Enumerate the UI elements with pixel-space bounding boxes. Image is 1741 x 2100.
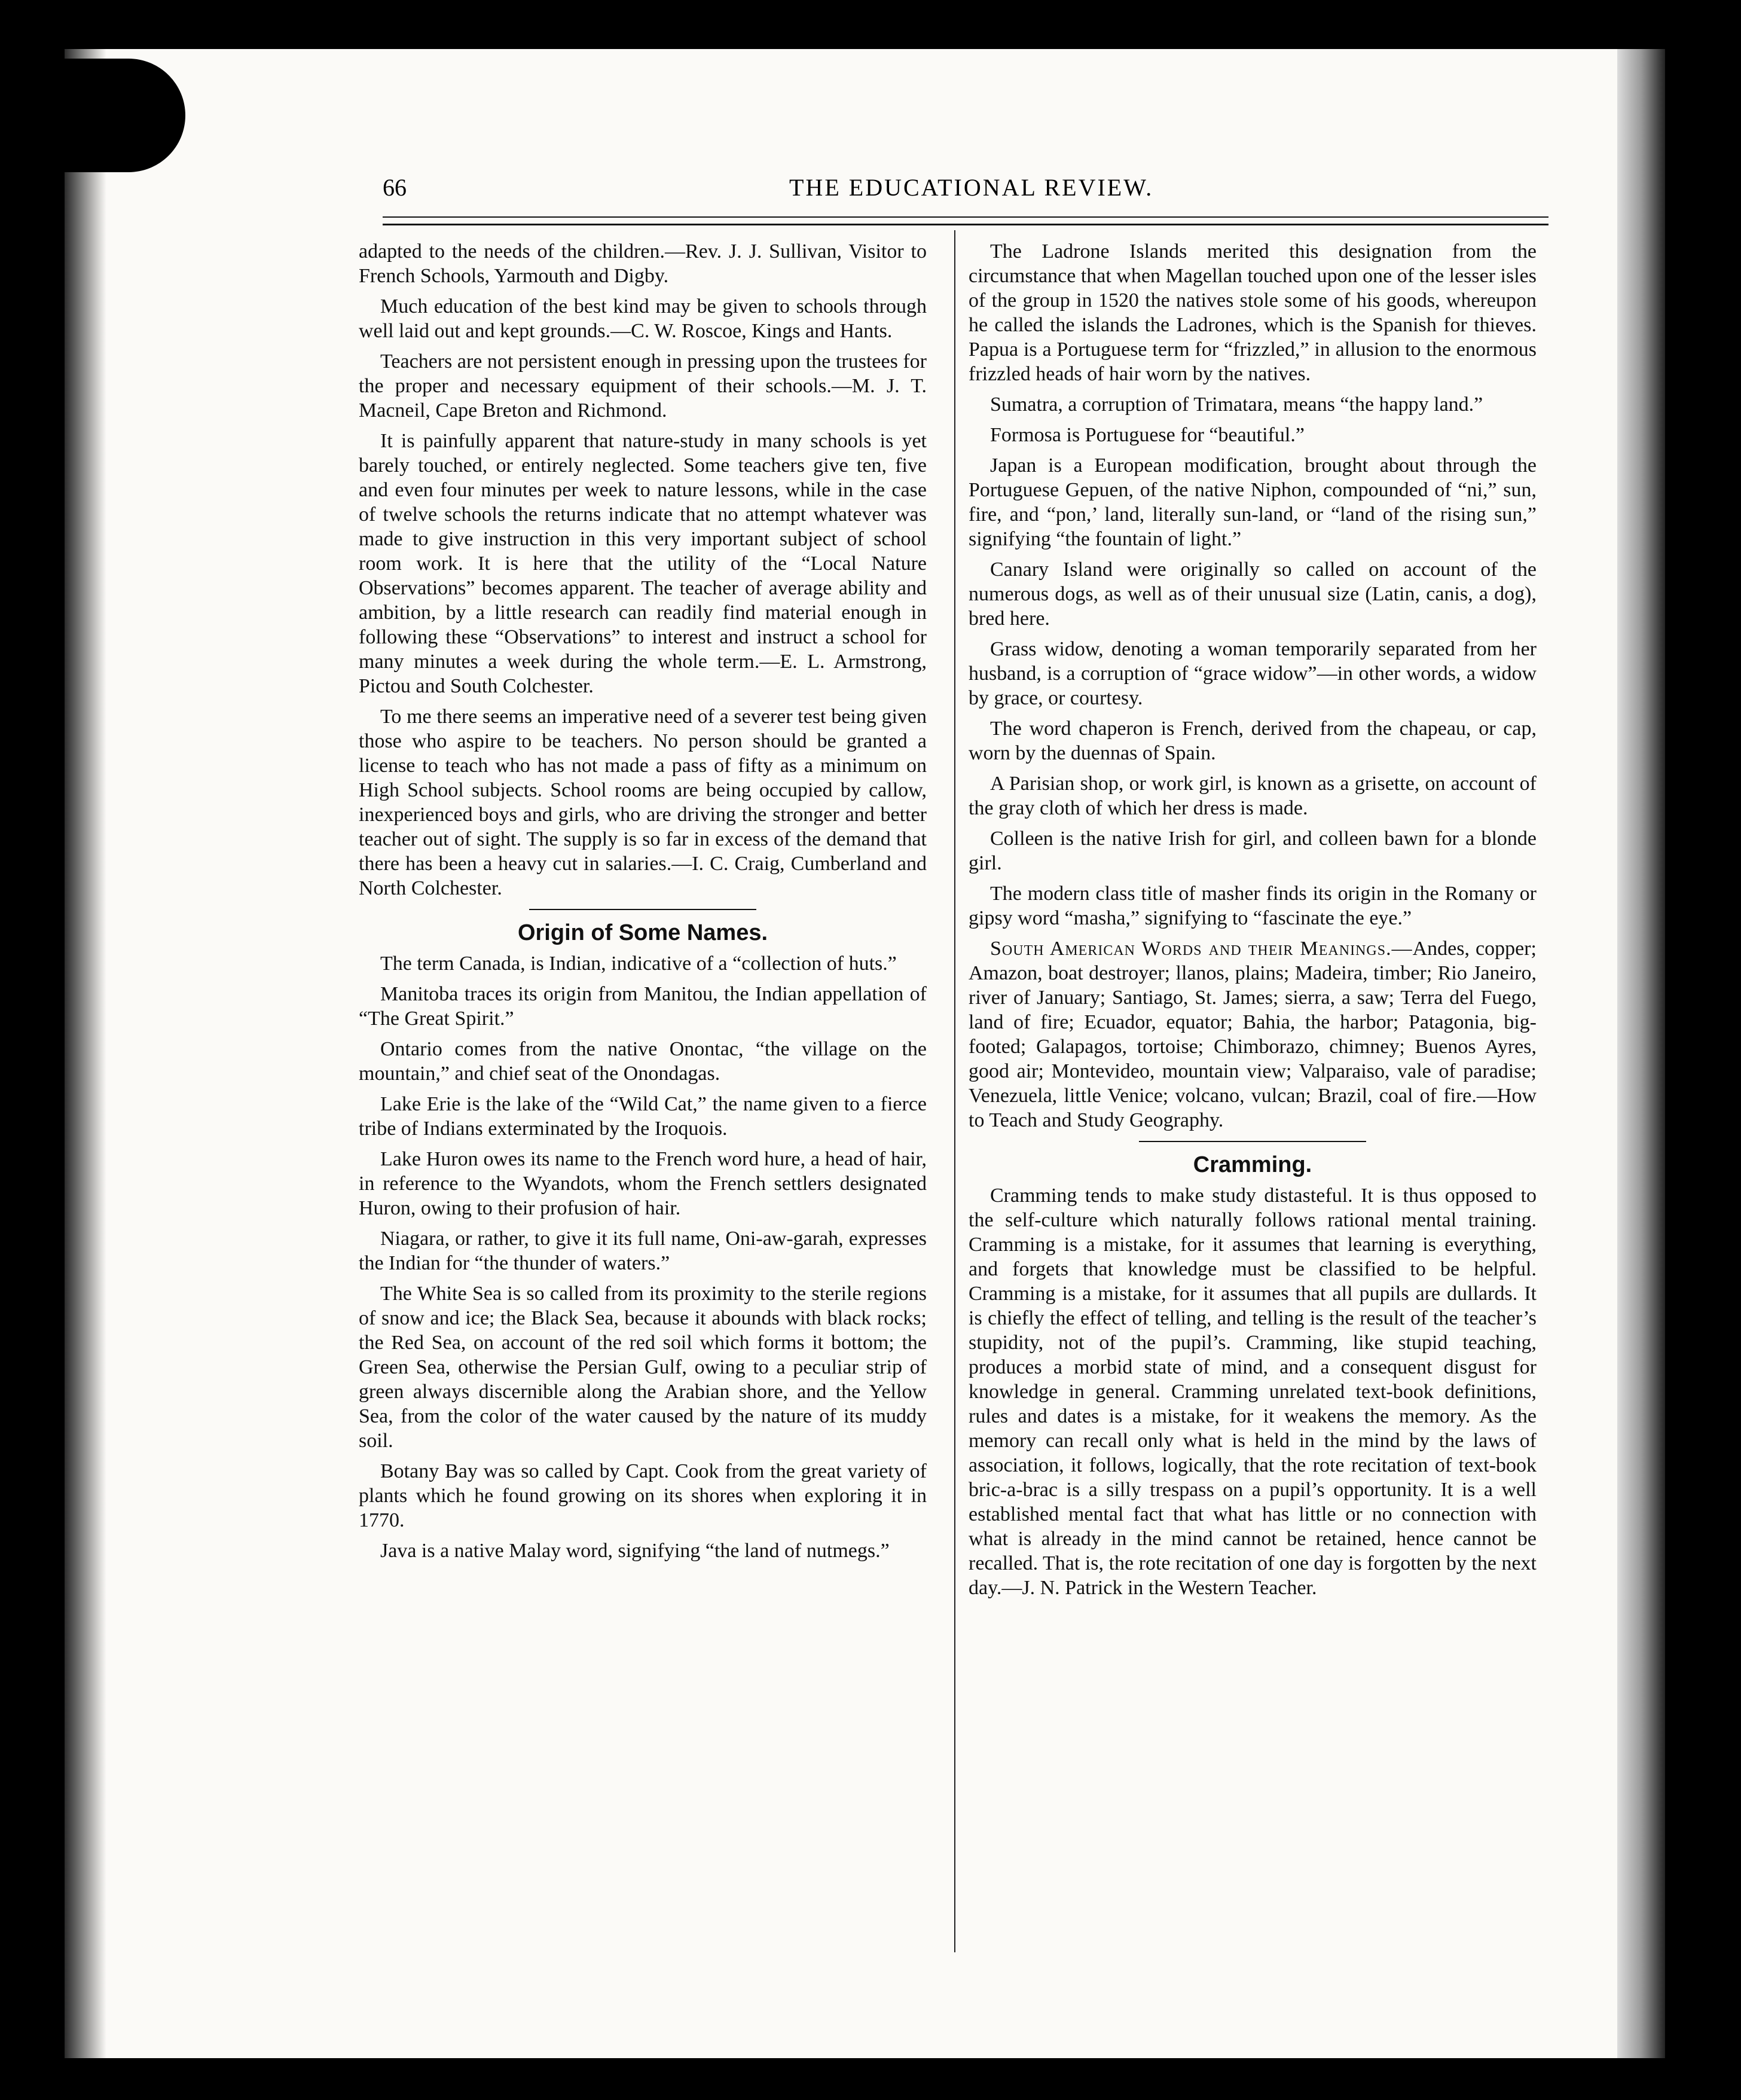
paragraph: Colleen is the native Irish for girl, and colleen bawn for a blonde girl. — [969, 828, 1537, 874]
punch-hole — [48, 59, 185, 172]
paragraph: Japan is a European modification, brought about through the Portuguese Gepuen, of the native Niphon, compounded of “ni,” sun, fire, and “pon,’ land, literally sun-land, or “land of the rising sun,” signifying “the fountain of light.” — [969, 454, 1537, 550]
paragraph: The Ladrone Islands merited this designation from the circumstance that when Magellan touched upon one of the lesser isles of the group in 1520 the natives stole some of his goods, whereupon he called the islands the Ladrones, which is the Spanish for thieves. Papua is a Portuguese term for “frizzled,” in allusion to the enormous frizzled heads of hair worn by the natives. — [969, 240, 1537, 385]
paragraph — [969, 936, 1537, 1133]
paragraph: Canary Island were originally so called on account of the numerous dogs, as well as of their unusual size (Latin, canis, a dog), bred here. — [969, 558, 1537, 630]
paragraph: Ontario comes from the native Onontac, “the village on the mountain,” and chief seat of the Onondagas. — [359, 1038, 927, 1085]
right-column — [969, 239, 1537, 1606]
paragraph: Grass widow, denoting a woman temporarily separated from her husband, is a corruption of “grace widow”—in other words, a widow by grace, or courtesy. — [969, 638, 1537, 709]
page-header — [383, 173, 1548, 209]
running-head: THE EDUCATIONAL REVIEW. — [789, 174, 1154, 201]
header-rule — [383, 216, 1548, 218]
paragraph-text: Andes, copper; Amazon, boat destroyer; llanos, plains; Madeira, timber; Rio Janeiro, river of January; Santiago, St. James; sierra, a saw; Terra del Fuego, land of fire; Ecuador, equator; Bahia, the harbor; Patagonia, big-footed; Galapagos, tortoise; Chimborazo, chimney; Buenos Ayres, good air; Montevideo, mountain view; Valparaiso, vale of paradise; Venezuela, little Venice; volcano, vulcan; Brazil, coal of fire.—How to Teach and Study Geography. — [969, 938, 1537, 1131]
paragraph: The term Canada, is Indian, indicative of a “collection of huts.” — [380, 953, 897, 975]
paragraph: The modern class title of masher finds its origin in the Romany or gipsy word “masha,” signifying to “fascinate the eye.” — [969, 883, 1537, 929]
paragraph: Teachers are not persistent enough in pressing upon the trustees for the proper and necessary equipment of their schools.—M. J. T. Macneil, Cape Breton and Richmond. — [359, 350, 927, 422]
paragraph: A Parisian shop, or work girl, is known as a grisette, on account of the gray cloth of which her dress is made. — [969, 773, 1537, 819]
paragraph: Formosa is Portuguese for “beautiful.” — [990, 424, 1305, 446]
section-heading: Cramming. — [1193, 1152, 1312, 1177]
paragraph: Java is a native Malay word, signifying “the land of nutmegs.” — [380, 1540, 890, 1562]
section-rule — [529, 909, 756, 910]
paragraph: The White Sea is so called from its proximity to the sterile regions of snow and ice; the Black Sea, because it abounds with black rocks; the Red Sea, on account of the red soil which forms it bottom; the Green Sea, otherwise the Persian Gulf, owing to a peculiar strip of green always discernible along the Arabian shore, and the Yellow Sea, from the color of the water caused by the nature of its muddy soil. — [359, 1283, 927, 1452]
paragraph: Botany Bay was so called by Capt. Cook from the great variety of plants which he found growing on its shores when exploring it in 1770. — [359, 1460, 927, 1531]
paragraph: Cramming tends to make study distasteful. It is thus opposed to the self-culture which naturally follows rational mental training. Cramming is a mistake, for it assumes that learning is everything, and forgets that knowledge must be classified to be helpful. Cramming is a mistake, for it assumes that all pupils are dullards. It is chiefly the effect of telling, and telling is the result of the teacher’s stupidity, not of the pupil’s. Cramming, like stupid teaching, produces a morbid state of mind, and a consequent disgust for knowledge in general. Cramming unrelated text-book definitions, rules and dates is a mistake, for it weakens the memory. As the memory can recall only what is held in the mind by the laws of association, it follows, logically, that the rote recitation of text-book bric-a-brac is a silly trespass on a pupil’s opportunity. It is a well established mental fact that what has little or no connection with what is already in the mind cannot be retained, hence cannot be recalled. That is, the rote recitation of one day is forgotten by the next day.—J. N. Patrick in the Western Teacher. — [969, 1185, 1537, 1599]
paragraph: The word chaperon is French, derived from the chapeau, or cap, worn by the duennas of Spain. — [969, 718, 1537, 764]
paragraph: It is painfully apparent that nature-study in many schools is yet barely touched, or entirely neglected. Some teachers give ten, five and even four minutes per week to nature lessons, while in the case of twelve schools the returns indicate that no attempt whatever was made to give instruction in this very important subject of school room work. It is here that the utility of the “Local Nature Observations” becomes apparent. The teacher of average ability and ambition, by a little research can readily find material enough in following these “Observations” to interest and instruct a school for many minutes a week during the whole term.—E. L. Armstrong, Pictou and South Colchester. — [359, 430, 927, 697]
left-column — [359, 239, 927, 1569]
column-divider — [954, 230, 955, 1952]
paragraph: Niagara, or rather, to give it its full name, Oni-aw-garah, expresses the Indian for “the thunder of waters.” — [359, 1228, 927, 1274]
paragraph: adapted to the needs of the children.—Rev. J. J. Sullivan, Visitor to French Schools, Yarmouth and Digby. — [359, 240, 927, 287]
paragraph: To me there seems an imperative need of a severer test being given those who aspire to be teachers. No person should be granted a license to teach who has not made a pass of fifty as a minimum on High School subjects. School rooms are being occupied by callow, inexperienced boys and girls, who are driving the stronger and better teacher out of sight. The supply is so far in excess of the demand that there has been a heavy cut in salaries.—I. C. Craig, Cumberland and North Colchester. — [359, 706, 927, 899]
run-in-heading: South American Words and their Meanings.— — [990, 938, 1413, 960]
binding-shadow — [65, 49, 106, 2058]
header-rule-double — [383, 224, 1548, 225]
paragraph: Lake Huron owes its name to the French word hure, a head of hair, in reference to the Wyandots, whom the French settlers designated Huron, owing to their profusion of hair. — [359, 1148, 927, 1219]
paragraph: Manitoba traces its origin from Manitou, the Indian appellation of “The Great Spirit.” — [359, 983, 927, 1030]
section-rule — [1139, 1141, 1366, 1142]
paragraph: Much education of the best kind may be given to schools through well laid out and kept grounds.—C. W. Roscoe, Kings and Hants. — [359, 295, 927, 342]
section-heading: Origin of Some Names. — [517, 920, 768, 945]
paragraph: Lake Erie is the lake of the “Wild Cat,” the name given to a fierce tribe of Indians exterminated by the Iroquois. — [359, 1093, 927, 1140]
page-edge — [1617, 49, 1665, 2058]
paragraph: Sumatra, a corruption of Trimatara, means “the happy land.” — [990, 393, 1483, 416]
page-number: 66 — [383, 174, 407, 201]
